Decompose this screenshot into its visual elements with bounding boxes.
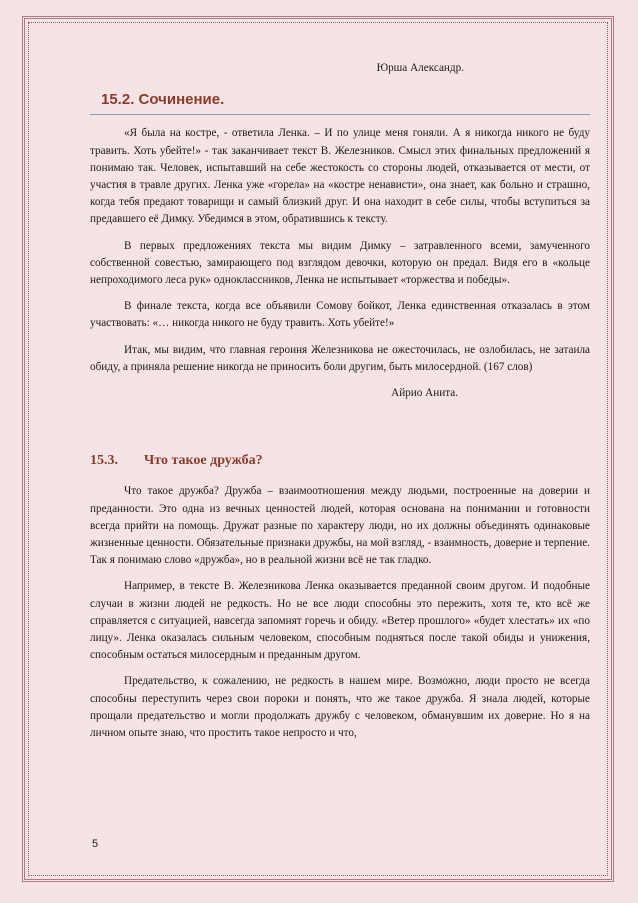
friendship-paragraph: Предательство, к сожалению, не редкость в нашем мире. Возможно, люди просто не всегда способны переступить через свои пороки и понять, что же такое дружба. Я знала людей, которые прощали предательство и могли продолжать дружбу с человеком, обманувшим их доверие. Но я на личном опыте знаю, что простить такое непросто и что, [90,675,590,740]
author-name-top: Юрша Александр. [376,62,464,74]
heading-underline [90,114,590,115]
section-heading-essay: 15.2. Сочинение. [101,91,225,109]
section-heading-friendship [90,452,590,469]
friendship-paragraph: Что такое дружба? Дружба – взаимоотношения между людьми, построенные на доверии и преданности. Это одна из вечных ценностей людей, которая основана на понимании и готовности всегда прийти на помощь. Дружат разные по характеру люди, но их должны объединять одинаковые жизненные ценности. Обязательные признаки дружбы, на мой взгляд, - взаимность, доверие и терпение. Так я понимаю слово «дружба», но в реальной жизни всё не так гладко. [90,485,590,567]
friendship-paragraph: Например, в тексте В. Железникова Ленка оказывается преданной своим другом. И подобные случаи в жизни людей не редкость. Но не все люди способны это пережить, хотя те, кто всё же справляется с ситуацией, навсегда запомнят горечь и обиду. «Ветер прошлого» «будет хлестать» их «по лицу». Ленка оказалась сильным человеком, способным подняться после такой обиды и унижения, способным остаться милосердным и преданным другом. [90,580,590,662]
essay-paragraph: В первых предложениях текста мы видим Димку – затравленного всеми, замученного собственной совестью, замирающего под взглядом девочки, которую он предал. Видя его в «кольце непроходимого леса рук» одноклассников, Ленка не испытывает «торжества и победы». [90,239,590,287]
section-number: 15.3. [90,453,118,469]
essay-paragraph: В финале текста, когда все объявили Сомову бойкот, Ленка единственная отказалась в этом участвовать: «… никогда никого не буду травить. Хоть убейте!» [90,300,590,330]
section-title: Что такое дружба? [144,453,263,469]
author-name-bottom: Айрио Анита. [391,387,458,400]
essay-paragraph: Итак, мы видим, что главная героиня Железникова не ожесточилась, не озлобилась, не затаила обиду, а приняла решение никогда не приносить боли другим, быть милосердной. (167 слов) [90,343,590,373]
document-body [90,60,590,751]
essay-paragraph: «Я была на костре, - ответила Ленка. – И по улице меня гоняли. А я никогда никого не буду травить. Хоть убейте!» - так заканчивает текст В. Железников. Смысл этих финальных предложений я понимаю так. Человек, испытавший на себе жестокость со стороны людей, отказывается от мести, от участия в травле других. Ленка уже «горела» на «костре ненависти», она знает, как больно и страшно, когда тебя предают товарищи и самый близкий друг. И она находит в себе силы, чтобы вступиться за предавшего её Димку. Убедимся в этом, обратившись к тексту. [90,127,590,226]
page-number: 5 [92,838,99,850]
